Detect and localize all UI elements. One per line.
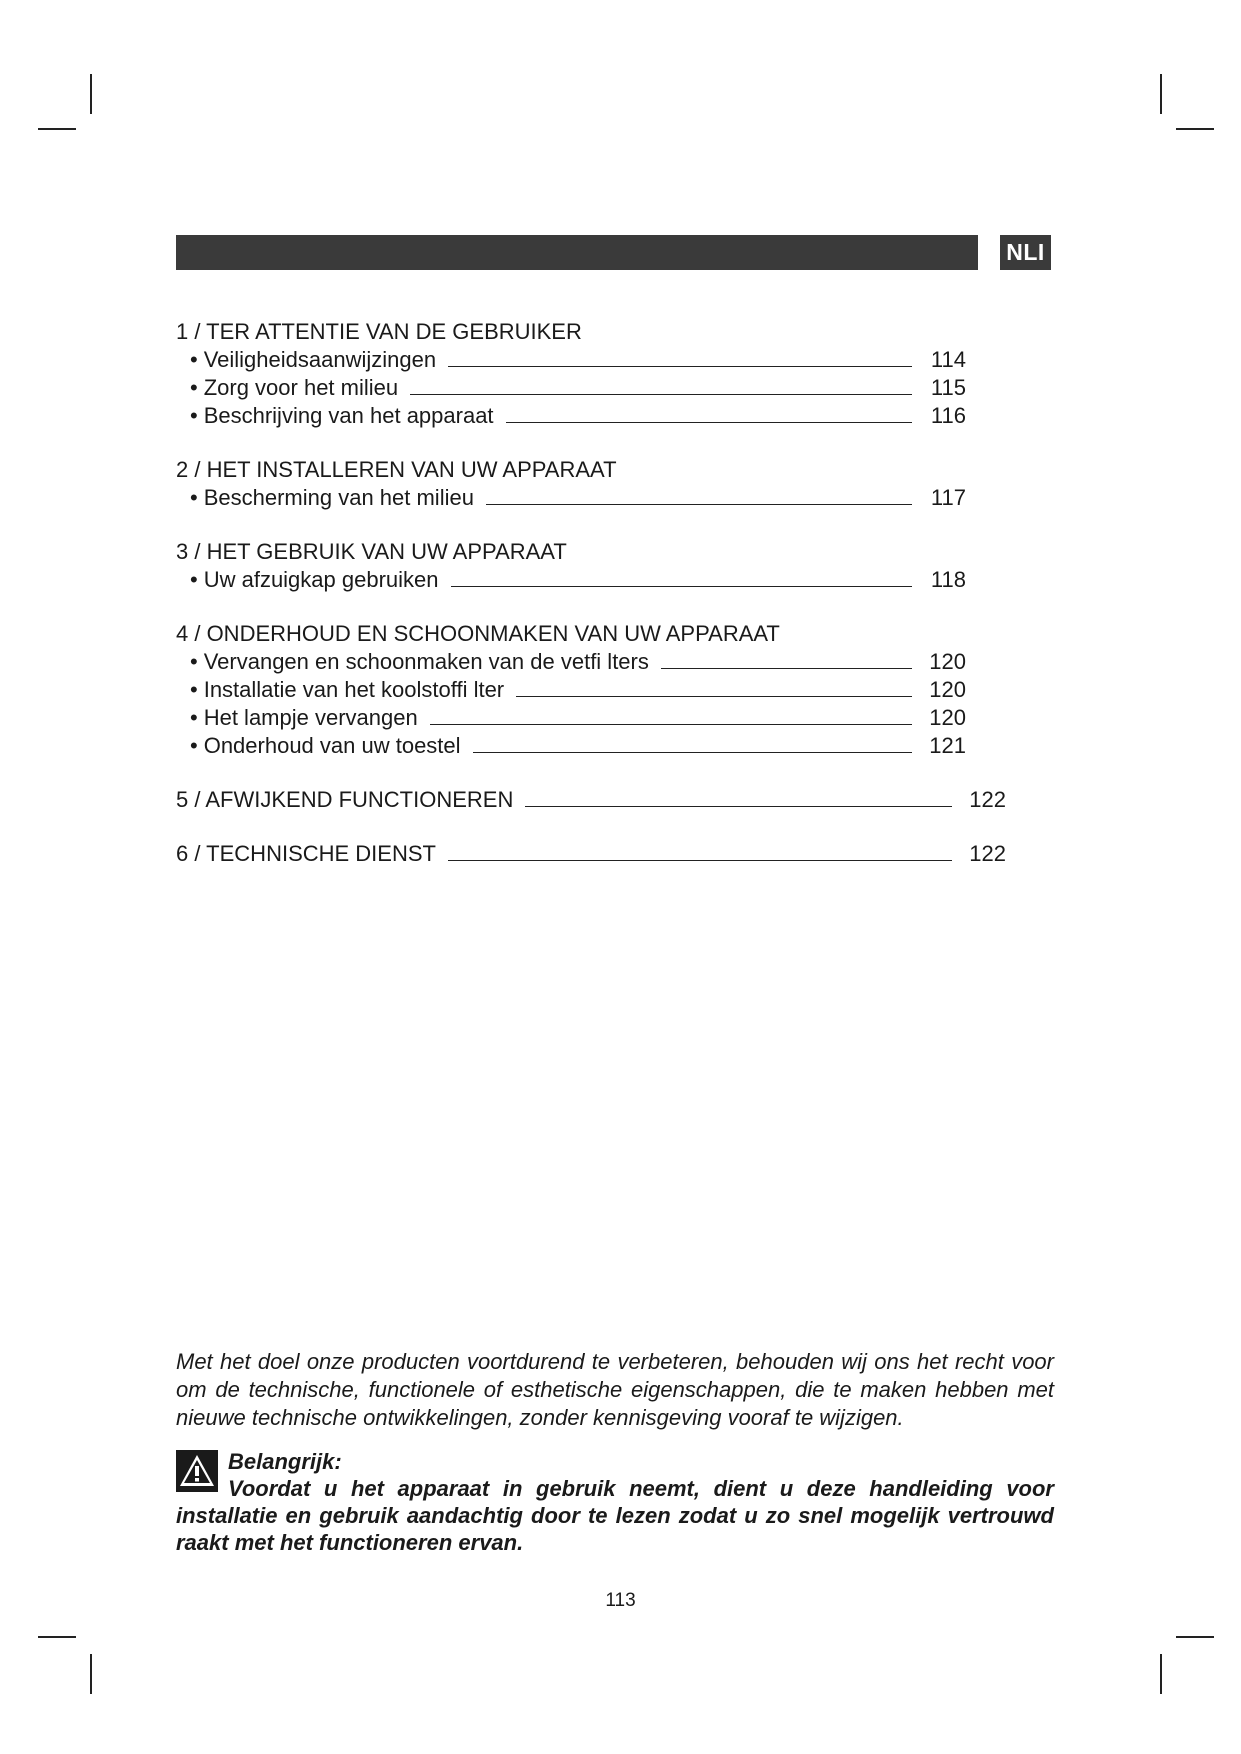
toc-entry[interactable]: [176, 484, 966, 512]
important-title: Belangrijk:: [228, 1449, 342, 1474]
bullet-icon: •: [190, 705, 198, 730]
crop-mark: [1160, 74, 1162, 114]
entry-label: 5 / AFWIJKEND FUNCTIONEREN: [176, 787, 514, 812]
bullet-icon: •: [190, 347, 198, 372]
bullet-icon: •: [190, 649, 198, 674]
table-of-contents: [176, 318, 1006, 894]
crop-mark: [90, 1654, 92, 1694]
toc-section-6: [176, 840, 1006, 868]
entry-page: 114: [930, 347, 966, 372]
leader-line: [451, 568, 912, 587]
crop-mark: [1160, 1654, 1162, 1694]
entry-label: Beschrijving van het apparaat: [203, 403, 494, 428]
leader-line: [430, 706, 912, 725]
entry-page: 115: [930, 375, 966, 400]
bullet-icon: •: [190, 733, 198, 758]
leader-line: [661, 650, 912, 669]
bullet-icon: •: [190, 375, 198, 400]
entry-label: Vervangen en schoonmaken van de vetfi lters: [203, 649, 649, 674]
entry-page: 122: [969, 841, 1006, 866]
toc-entry[interactable]: [176, 786, 1006, 814]
bullet-icon: •: [190, 485, 198, 510]
leader-line: [486, 486, 912, 505]
crop-mark: [90, 74, 92, 114]
toc-section-5: [176, 786, 1006, 814]
important-warning: [176, 1448, 1054, 1556]
product-notice: Met het doel onze producten voortdurend te verbeteren, behouden wij ons het recht voor om de technische, functionele of esthetische eigenschappen, die te maken hebben met nieuwe technische ontwikkelingen, zonder kennisgeving vooraf te wijzigen.: [176, 1349, 1054, 1430]
entry-label: Uw afzuigkap gebruiken: [203, 567, 439, 592]
toc-entry[interactable]: [176, 840, 1006, 868]
leader-line: [506, 404, 912, 423]
entry-page: 120: [929, 677, 966, 702]
section-title: 4 / ONDERHOUD EN SCHOONMAKEN VAN UW APPARAAT: [176, 621, 780, 646]
toc-entry[interactable]: [176, 346, 966, 374]
toc-entry[interactable]: [176, 704, 966, 732]
entry-label: Installatie van het koolstoffi lter: [203, 677, 505, 702]
leader-line: [448, 348, 912, 367]
toc-entry[interactable]: [176, 648, 966, 676]
leader-line: [516, 678, 912, 697]
toc-section-3: [176, 538, 1006, 594]
leader-line: [410, 376, 912, 395]
bullet-icon: •: [190, 567, 198, 592]
entry-label: Bescherming van het milieu: [203, 485, 474, 510]
leader-line: [525, 788, 952, 807]
entry-label: Zorg voor het milieu: [203, 375, 399, 400]
toc-entry[interactable]: [176, 566, 966, 594]
leader-line: [473, 734, 912, 753]
bullet-icon: •: [190, 677, 198, 702]
crop-mark: [1176, 128, 1214, 130]
section-title: 2 / HET INSTALLEREN VAN UW APPARAAT: [176, 457, 617, 482]
entry-label: 6 / TECHNISCHE DIENST: [176, 841, 436, 866]
entry-page: 122: [969, 787, 1006, 812]
language-tab: NLI: [1000, 235, 1051, 270]
crop-mark: [38, 1636, 76, 1638]
entry-label: Veiligheidsaanwijzingen: [203, 347, 437, 372]
section-title: 3 / HET GEBRUIK VAN UW APPARAAT: [176, 539, 567, 564]
entry-page: 117: [930, 485, 966, 510]
page-number: 113: [605, 1590, 636, 1611]
entry-page: 116: [930, 403, 966, 428]
important-text: Voordat u het apparaat in gebruik neemt, dient u deze handleiding voor installatie en gebruik aandachtig door te lezen zodat u zo snel mogelijk vertrouwd raakt met het functioneren ervan.: [176, 1476, 1054, 1555]
entry-label: Het lampje vervangen: [203, 705, 418, 730]
bullet-icon: •: [190, 403, 198, 428]
section-title: 1 / TER ATTENTIE VAN DE GEBRUIKER: [176, 319, 582, 344]
entry-page: 120: [929, 705, 966, 730]
warning-icon: [176, 1450, 218, 1492]
toc-entry[interactable]: [176, 402, 966, 430]
entry-page: 120: [929, 649, 966, 674]
header-bar: [176, 235, 978, 270]
crop-mark: [38, 128, 76, 130]
entry-page: 121: [929, 733, 966, 758]
leader-line: [448, 842, 952, 861]
entry-label: Onderhoud van uw toestel: [203, 733, 461, 758]
toc-entry[interactable]: [176, 732, 966, 760]
toc-section-4: [176, 620, 1006, 760]
toc-section-1: [176, 318, 1006, 430]
toc-entry[interactable]: [176, 676, 966, 704]
crop-mark: [1176, 1636, 1214, 1638]
toc-section-2: [176, 456, 1006, 512]
toc-entry[interactable]: [176, 374, 966, 402]
entry-page: 118: [930, 567, 966, 592]
